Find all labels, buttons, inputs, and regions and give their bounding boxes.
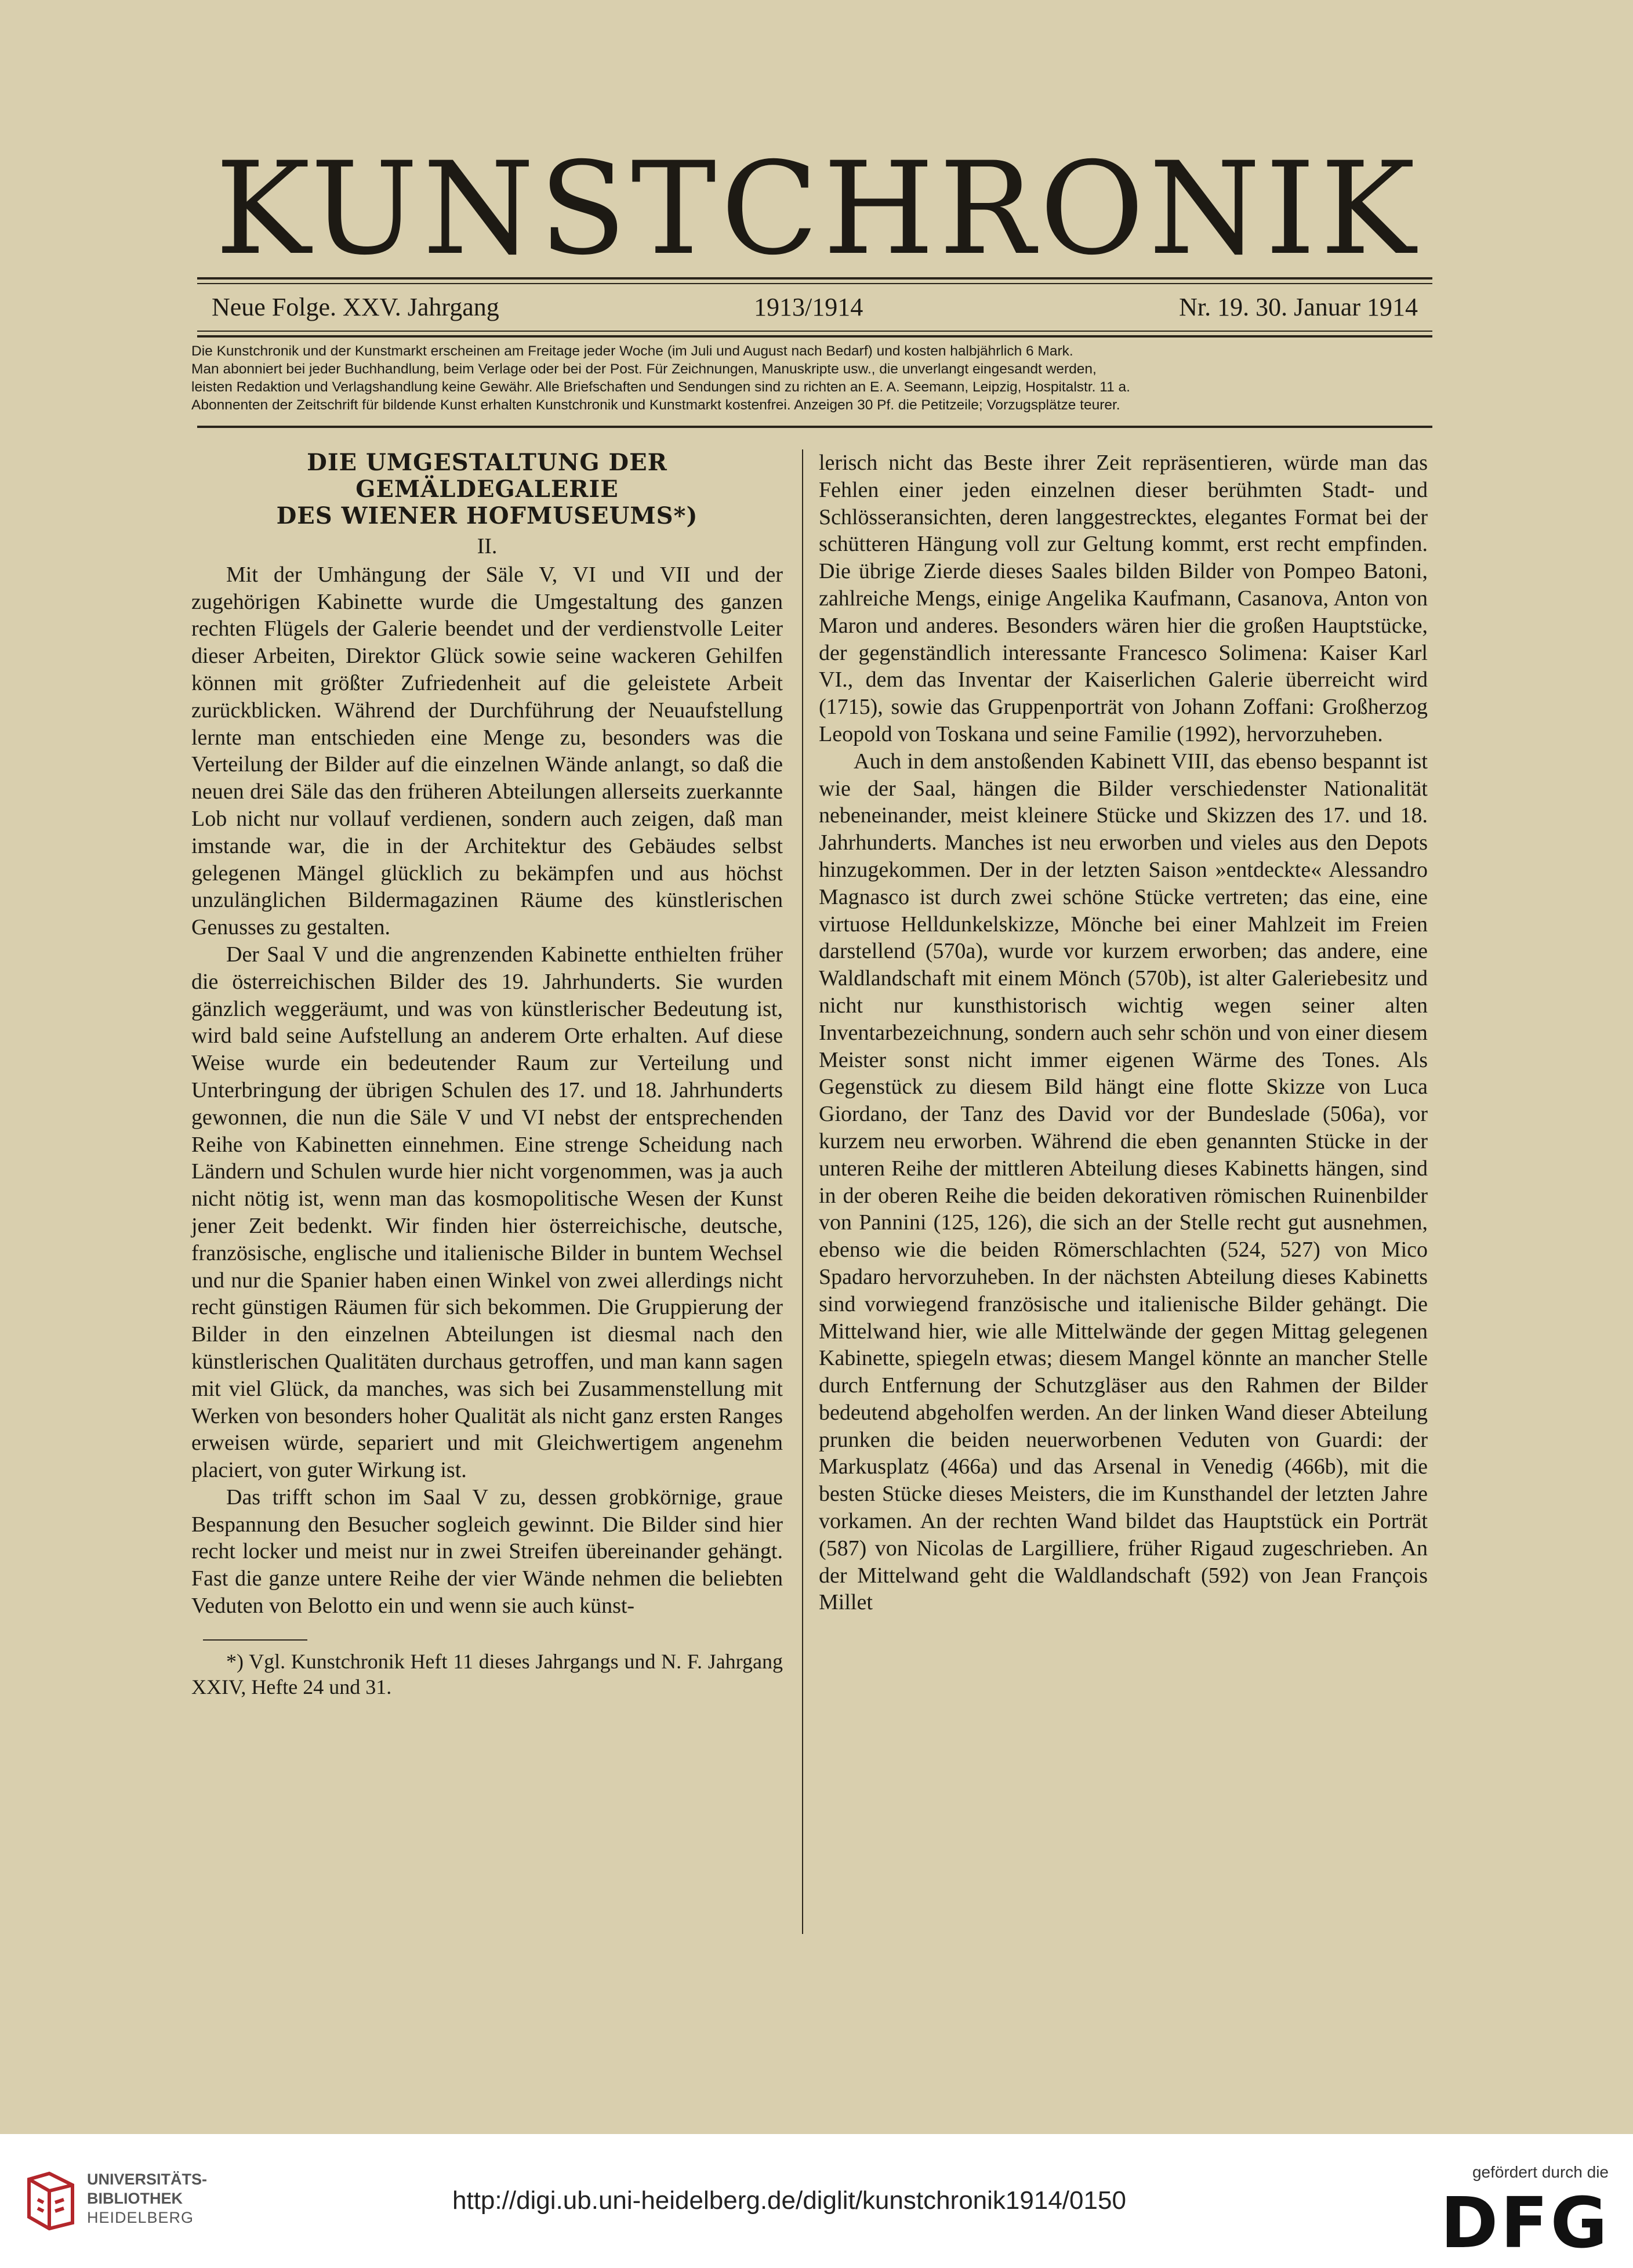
library-line: BIBLIOTHEK (87, 2190, 183, 2207)
university-library-name (87, 2170, 207, 2227)
library-line: HEIDELBERG (87, 2209, 194, 2226)
volume-years: 1913/1914 (754, 293, 863, 321)
notice-line: Die Kunstchronik und der Kunstmarkt erscheinen am Freitage jeder Woche (im Juli und August nach Bedarf) und kosten halbjährlich 6 Mark. (191, 343, 1073, 359)
series-label: Neue Folge. XXV. Jahrgang (212, 293, 499, 321)
masthead-title: KUNSTCHRONIK (215, 135, 1420, 283)
footnote-rule (203, 1639, 307, 1641)
issue-rule-bottom (197, 335, 1432, 338)
funded-by-label: gefördert durch die (1472, 2163, 1609, 2181)
article-paragraph: Mit der Umhängung der Säle V, VI und VII und der zugehörigen Kabinette wurde die Umgestaltung des ganzen rechten Flügels der Galerie beendet und der verdienstvolle Leiter dieser Arbeiten, Direktor Glück sowie seine wackeren Gehilfen können mit größter Zufriedenheit auf die geleistete Arbeit zurückblicken. Während der Durchführung der Neuaufstellung lernte man entschieden eine Menge zu, besonders was die Verteilung der Bilder auf die einzelnen Wände anlangt, so daß die neuen drei Säle das den früheren Abteilungen allerseits zuerkannte Lob nicht nur vollauf verdienen, sondern auch zeigen, daß man imstande war, die in der Architektur des Gebäudes selbst gelegenen Mängel glücklich zu bekämpfen und aus höchst unzulänglichen Bildermagazinen Räume des künstlerischen Genusses zu gestalten. (191, 562, 783, 940)
column-divider (802, 449, 803, 1934)
dfg-logo: DFG (1440, 2183, 1610, 2264)
issue-rule-top (197, 331, 1432, 332)
source-url-link[interactable]: http://digi.ub.uni-heidelberg.de/diglit/kunstchronik1914/0150 (452, 2186, 1126, 2215)
left-column (191, 449, 783, 1700)
article-paragraph: Auch in dem anstoßenden Kabinett VIII, das ebenso bespannt ist wie der Saal, hängen die Bilder verschiedenster Nationalität nebeneinander, meist kleinere Stücke und Skizzen des 17. und 18. Jahrhunderts. Manches ist neu erworben und vieles aus den Depots hinzugekommen. Der in der letzten Saison »entdeckte« Alessandro Magnasco ist durch zwei schöne Stücke vertreten; das eine, eine virtuose Helldunkelskizze, Mönche bei einer Mahlzeit im Freien darstellend (570a), wurde vor kurzem erworben; das andere, eine Waldlandschaft mit einem Mönch (570b), ist alter Galeriebesitz und nicht nur kunsthistorisch wichtig wegen seiner alten Inventarbezeichnung, sondern auch sehr schön und von einer diesem Meister sonst nicht immer eigenen Wärme des Tones. Als Gegenstück zu diesem Bild hängt eine flotte Skizze von Luca Giordano, der Tanz des David vor der Bundeslade (506a), vor kurzem neu erworben. Während die eben genannten Stücke in der unteren Reihe der mittleren Abteilung dieses Kabinetts hängen, sind in der oberen Reihe die beiden dekorativen römischen Ruinenbilder von Pannini (125, 126), die sich an der Stelle recht gut ausnehmen, ebenso wie die beiden Römerschlachten (524, 527) von Mico Spadaro hervorzuheben. In der nächsten Abteilung dieses Kabinetts sind vorwiegend französische und italienische Bilder gehängt. Die Mittelwand hier, wie alle Mittelwände der gegen Mittag gelegenen Kabinette, spiegeln etwas; diesem Mangel könnte an mancher Stelle durch Entfernung der Schutzgläser aus den Rahmen der Bilder bedeutend abgeholfen werden. An der linken Wand dieser Abteilung prunken die beiden neuerworbenen Veduten von Guardi: der Markusplatz (466a) und das Arsenal in Venedig (466b), mit die besten Stücke dieses Meisters, die im Kunsthandel der letzten Jahre vorkamen. An der rechten Wand bildet das Hauptstück ein Porträt (587) von Nicolas de Largilliere, früher Rigaud zugeschrieben. An der Mittelwand geht die Waldlandschaft (592) von Jean François Millet (819, 749, 1428, 1615)
university-library-logo-icon (23, 2168, 78, 2231)
notice-line: Abonnenten der Zeitschrift für bildende Kunst erhalten Kunstchronik und Kunstmarkt kostenfrei. Anzeigen 30 Pf. die Petitzeile; Vorzugsplätze teurer. (191, 397, 1120, 413)
article-paragraph: Der Saal V und die angrenzenden Kabinette enthielten früher die österreichischen Bilder des 19. Jahrhunderts. Sie wurden gänzlich weggeräumt, und was von künstlerischer Bedeutung ist, wird bald seine Aufstellung an anderem Orte erhalten. Auf diese Weise wurde ein bedeutender Raum zur Verteilung und Unterbringung der übrigen Schulen des 17. und 18. Jahrhunderts gewonnen, die nun die Säle V und VI nebst der entsprechenden Reihe von Kabinetten einnehmen. Eine strenge Scheidung nach Ländern und Schulen wurde hier nicht vorgenommen, was ja auch nicht nötig ist, wenn man das kosmopolitische Wesen der Kunst jener Zeit bedenkt. Wir finden hier österreichische, deutsche, französische, englische und italienische Bilder in buntem Wechsel und nur die Spanier haben einen Winkel von zwei allerdings nicht recht günstigen Räumen für sich bekommen. Die Gruppierung der Bilder in den einzelnen Abteilungen ist diesmal nach den künstlerischen Qualitäten durchaus getroffen, und man kann sagen mit viel Glück, da manches, was sich bei Zusammenstellung mit Werken von besonders hoher Qualität als nicht ganz ersten Ranges erweisen würde, separiert und mit Gleichwertigem angenehm placiert, von guter Wirkung ist. (191, 942, 783, 1483)
right-column (819, 449, 1428, 1616)
notice-rule-bottom (197, 426, 1432, 428)
article-part-number: II. (477, 534, 498, 558)
notice-line: leisten Redaktion und Verlagshandlung keine Gewähr. Alle Briefschaften und Sendungen sind zu richten an E. A. Seemann, Leipzig, Hospitalstr. 11 a. (191, 379, 1130, 395)
article-paragraph: Das trifft schon im Saal V zu, dessen grobkörnige, graue Bespannung den Besucher sogleich gewinnt. Die Bilder sind hier recht locker und meist nur in zwei Streifen übereinander gehängt. Fast die ganze untere Reihe der vier Wände nehmen die beliebten Veduten von Belotto ein und wenn sie auch künst- (191, 1485, 783, 1619)
digitization-footer (0, 2134, 1633, 2268)
issue-number-date: Nr. 19. 30. Januar 1914 (1179, 293, 1418, 321)
article-title-line1: DIE UMGESTALTUNG DER GEMÄLDEGALERIE (307, 449, 667, 503)
article-title-line2: DES WIENER HOFMUSEUMS*) (276, 502, 698, 529)
notice-line: Man abonniert bei jeder Buchhandlung, beim Verlage oder bei der Post. Für Zeichnungen, Manuskripte usw., die unverlangt eingesandt werden, (191, 361, 1097, 377)
masthead-rule-top (197, 277, 1432, 280)
article-paragraph: lerisch nicht das Beste ihrer Zeit repräsentieren, würde man das Fehlen einer jeden einzelnen dieser berühmten Stadt- und Schlösseransichten, deren langgestrecktes, elegantes Format bei der schütteren Hängung voll zur Geltung kommt, erst recht empfinden. Die übrige Zierde dieses Saales bilden Bilder von Pompeo Batoni, zahlreiche Mengs, einige Angelika Kaufmann, Casanova, Anton von Maron und anderes. Besonders wären hier die großen Hauptstücke, der gegenständlich interessante Francesco Solimena: Kaiser Karl VI., dem das Inventar der Kaiserlichen Galerie überreicht wird (1715), sowie das Gruppenporträt von Johann Zoffani: Großherzog Leopold von Toskana und seine Familie (1992), hervorzuheben. (819, 451, 1428, 746)
footnote: *) Vgl. Kunstchronik Heft 11 dieses Jahrgangs und N. F. Jahrgang XXIV, Hefte 24 und 31. (191, 1649, 783, 1699)
issue-line (212, 290, 1418, 325)
masthead-rule-thin (197, 283, 1432, 284)
subscription-notice (191, 342, 1427, 414)
library-line: UNIVERSITÄTS- (87, 2171, 208, 2188)
article-title (191, 449, 783, 529)
